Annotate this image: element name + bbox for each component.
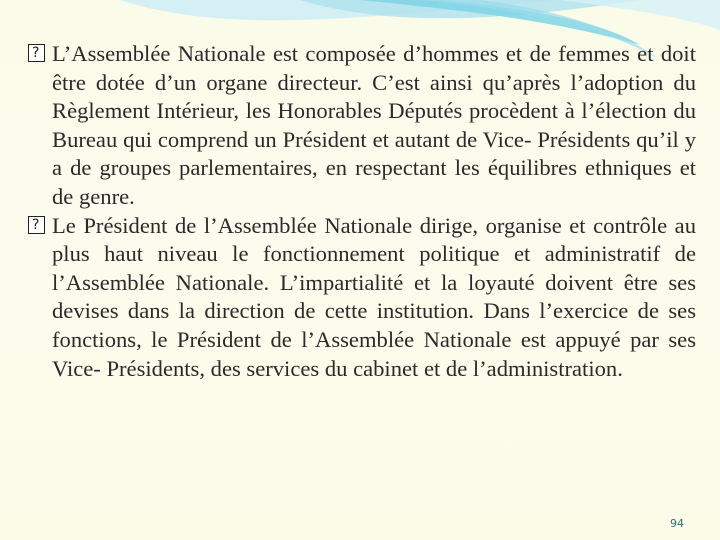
page-number: 94 (670, 517, 684, 530)
paragraph-text: Le Président de l’Assemblée Nationale dirige, organise et contrôle au plus haut niveau le fonctionnement politique et administratif de l’Assemblée Nationale. L’impartialité et la loyauté doivent être ses devises dans la direction de cette institution. Dans l’exercice de ses fonctions, le Président de l’Assemblée Nationale est appuyé par ses Vice- Présidents, des services du cabinet et de l’administration. (52, 212, 696, 381)
bullet-icon (28, 216, 45, 234)
bullet-icon (28, 44, 45, 62)
paragraph-text: L’Assemblée Nationale est composée d’hommes et de femmes et doit être dotée d’un organe directeur. C’est ainsi qu’après l’adoption du Règlement Intérieur, les Honorables Députés procèdent à l’élection du Bureau qui comprend un Président et autant de Vice- Présidents qu’il y a de groupes parlementaires, en respectant les équilibres ethniques et de genre. (52, 41, 696, 209)
paragraph-president (22, 212, 696, 384)
paragraph-bureau (22, 40, 696, 212)
content-area (22, 40, 696, 383)
